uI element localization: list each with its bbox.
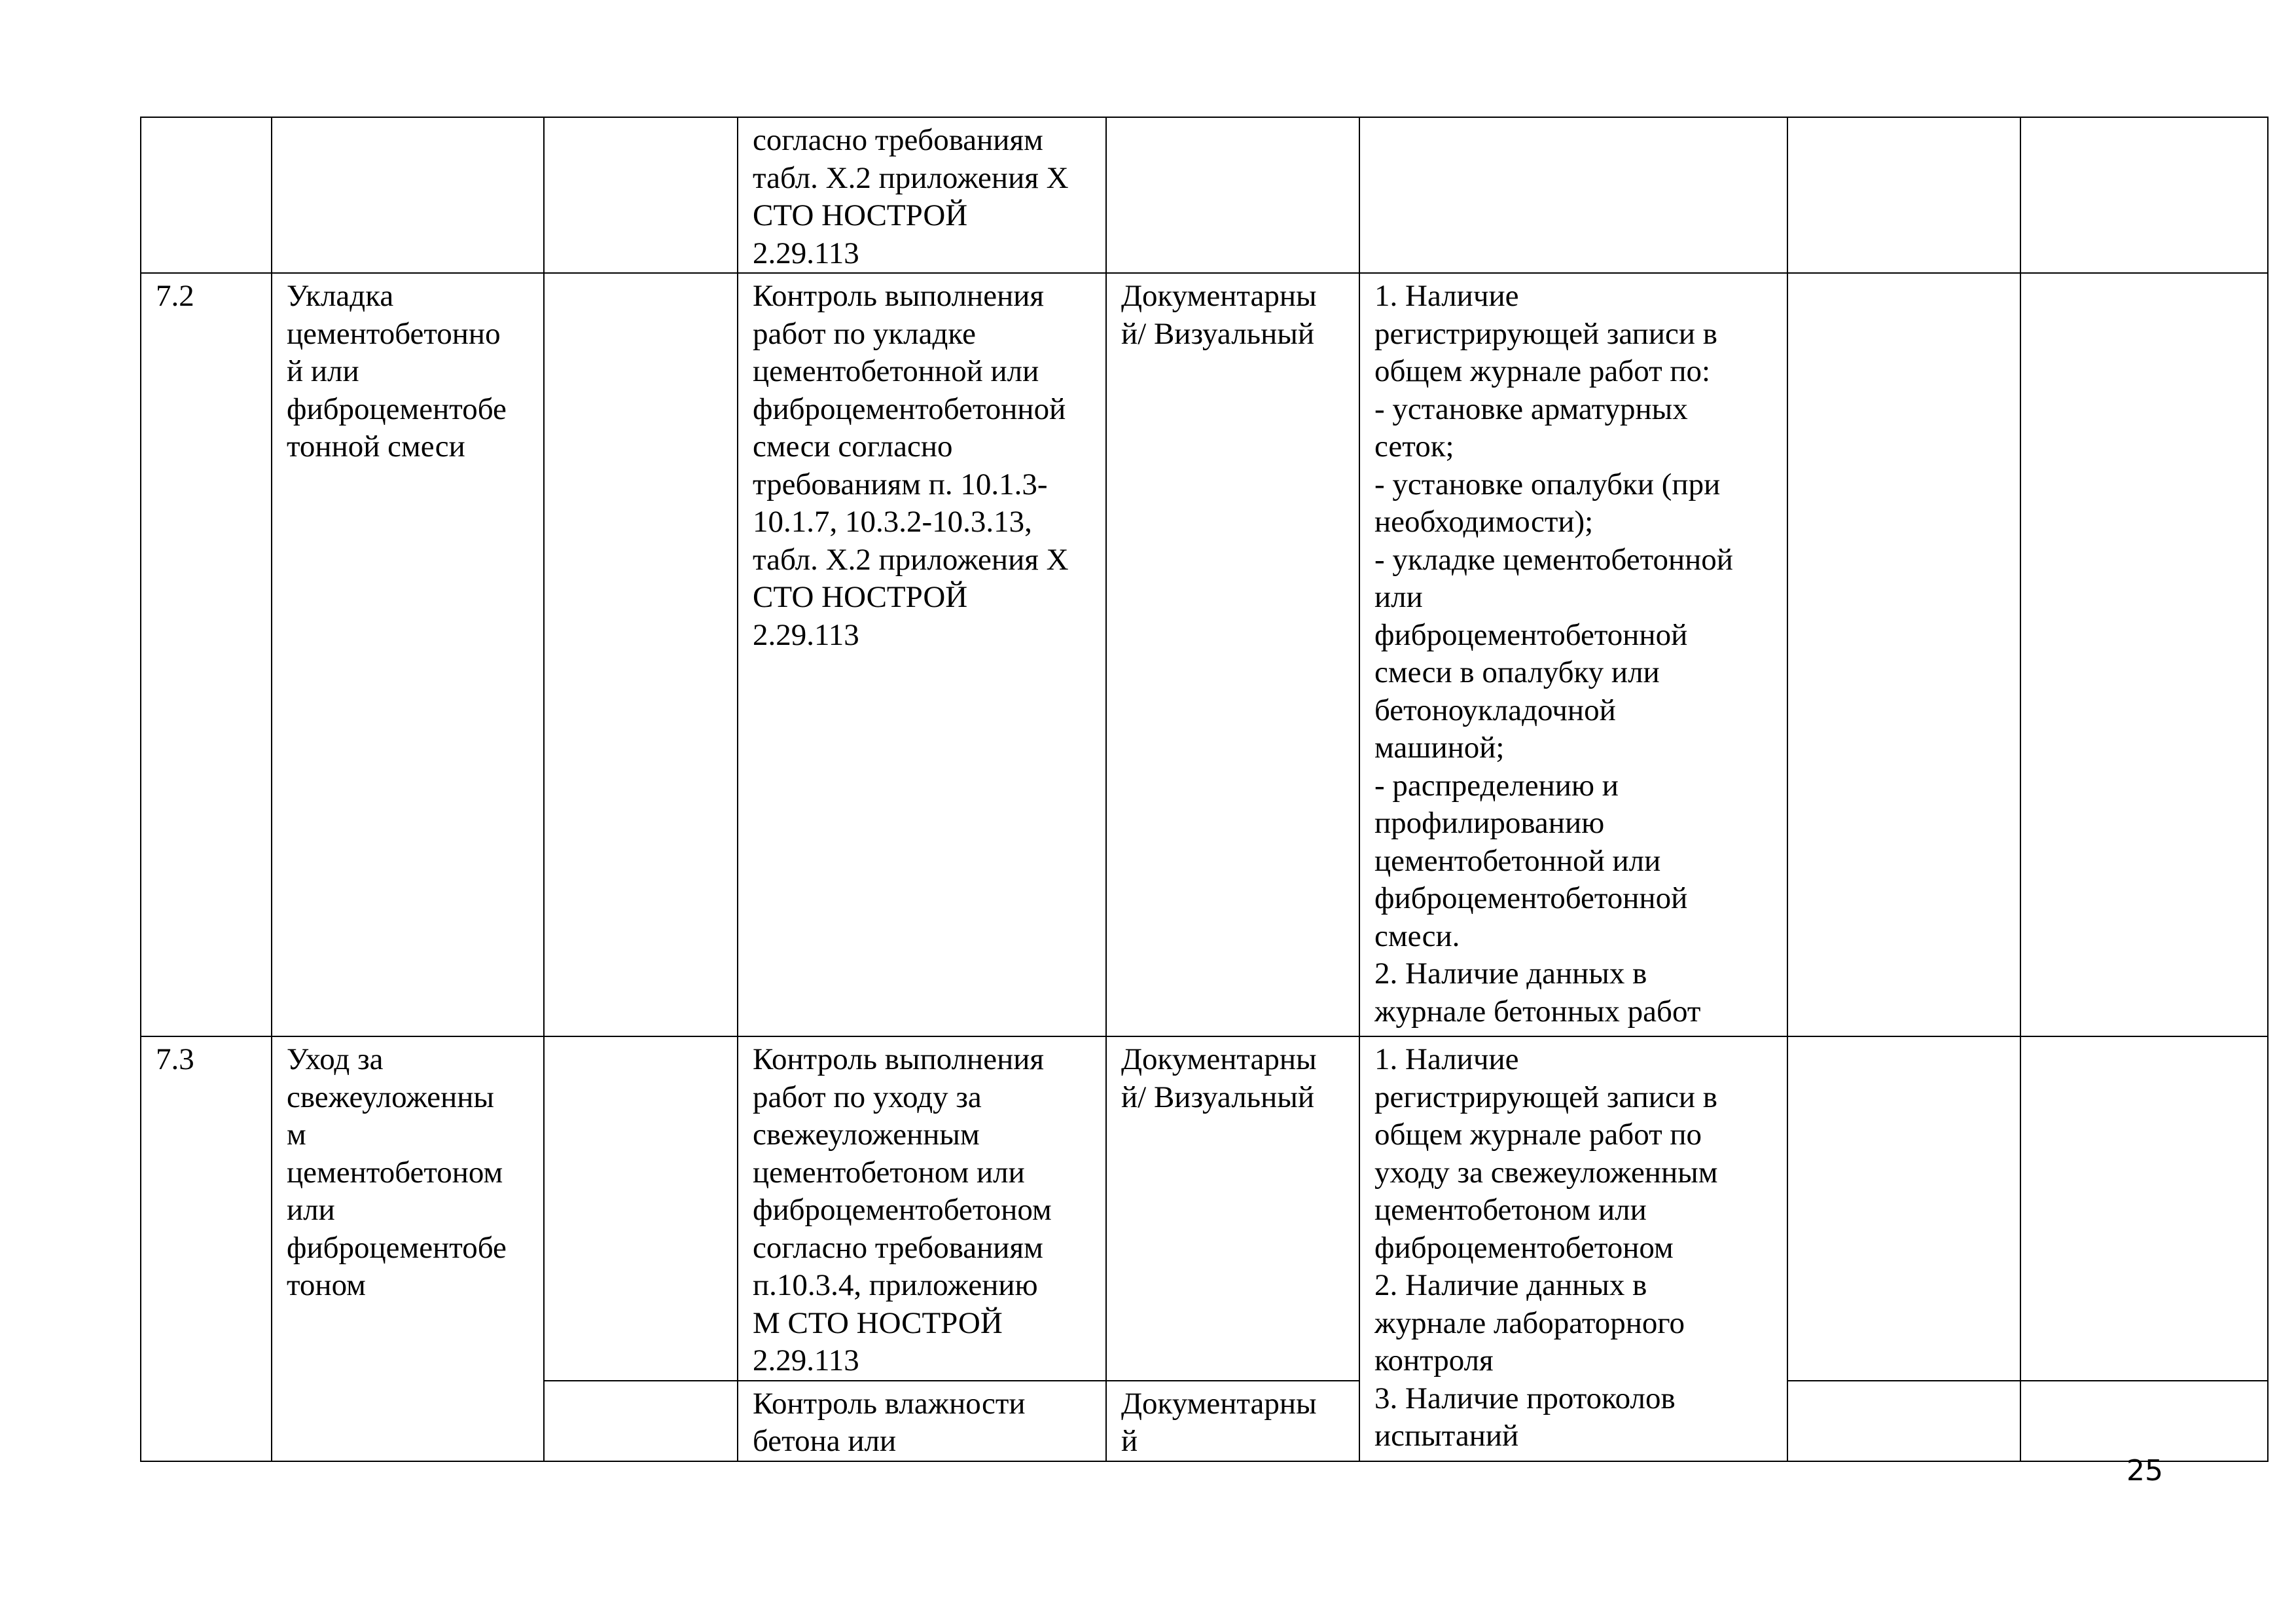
table-row: [141, 1036, 2268, 1381]
empty-cell: [544, 117, 738, 273]
column-7-cell: [1787, 117, 2020, 273]
row-number-cell: 7.2: [141, 273, 272, 1036]
column-8-cell: [2020, 1381, 2268, 1461]
result-indicator-cell: 1. Наличие регистрирующей записи в общем журнале работ по уходу за свежеуложенным цементобетоном или фиброцементобетоном 2. Наличие данных в журнале лабораторного контроля 3. Наличие протоколов испытаний: [1359, 1036, 1787, 1461]
control-description-cell: согласно требованиям табл. Х.2 приложения Х СТО НОСТРОЙ 2.29.113: [738, 117, 1106, 273]
column-7-cell: [1787, 1381, 2020, 1461]
result-indicator-cell: [1359, 117, 1787, 273]
empty-cell: [544, 273, 738, 1036]
result-indicator-cell: 1. Наличие регистрирующей записи в общем журнале работ по: - установке арматурных сеток; - установке опалубки (при необходимости); - укладке цементобетонной или фиброцементобетонной смеси в опалубку или бетоноукладочной машиной; - распределению и профилированию цементобетонной или фиброцементобетонной смеси. 2. Наличие данных в журнале бетонных работ: [1359, 273, 1787, 1036]
control-method-cell: Документарны й/ Визуальный: [1106, 1036, 1359, 1381]
control-method-cell: Документарны й: [1106, 1381, 1359, 1461]
control-description-cell: Контроль выполнения работ по укладке цементобетонной или фиброцементобетонной смеси согласно требованиям п. 10.1.3- 10.1.7, 10.3.2-10.3.13, табл. Х.2 приложения Х СТО НОСТРОЙ 2.29.113: [738, 273, 1106, 1036]
work-name-cell: Укладка цементобетонно й или фиброцементобе тонной смеси: [272, 273, 544, 1036]
column-7-cell: [1787, 273, 2020, 1036]
row-number-cell: 7.3: [141, 1036, 272, 1461]
control-method-cell: Документарны й/ Визуальный: [1106, 273, 1359, 1036]
table-row: [141, 273, 2268, 1036]
page-number: 25: [2126, 1454, 2163, 1487]
row-number-cell: [141, 117, 272, 273]
control-description-cell: Контроль выполнения работ по уходу за свежеуложенным цементобетоном или фиброцементобетоном согласно требованиям п.10.3.4, приложению М СТО НОСТРОЙ 2.29.113: [738, 1036, 1106, 1381]
work-name-cell: Уход за свежеуложенны м цементобетоном или фиброцементобе тоном: [272, 1036, 544, 1461]
table-row: [141, 117, 2268, 273]
empty-cell: [544, 1381, 738, 1461]
column-7-cell: [1787, 1036, 2020, 1381]
control-method-cell: [1106, 117, 1359, 273]
column-8-cell: [2020, 273, 2268, 1036]
column-8-cell: [2020, 1036, 2268, 1381]
empty-cell: [544, 1036, 738, 1381]
quality-control-table: [140, 117, 2269, 1462]
column-8-cell: [2020, 117, 2268, 273]
control-description-cell: Контроль влажности бетона или: [738, 1381, 1106, 1461]
work-name-cell: [272, 117, 544, 273]
